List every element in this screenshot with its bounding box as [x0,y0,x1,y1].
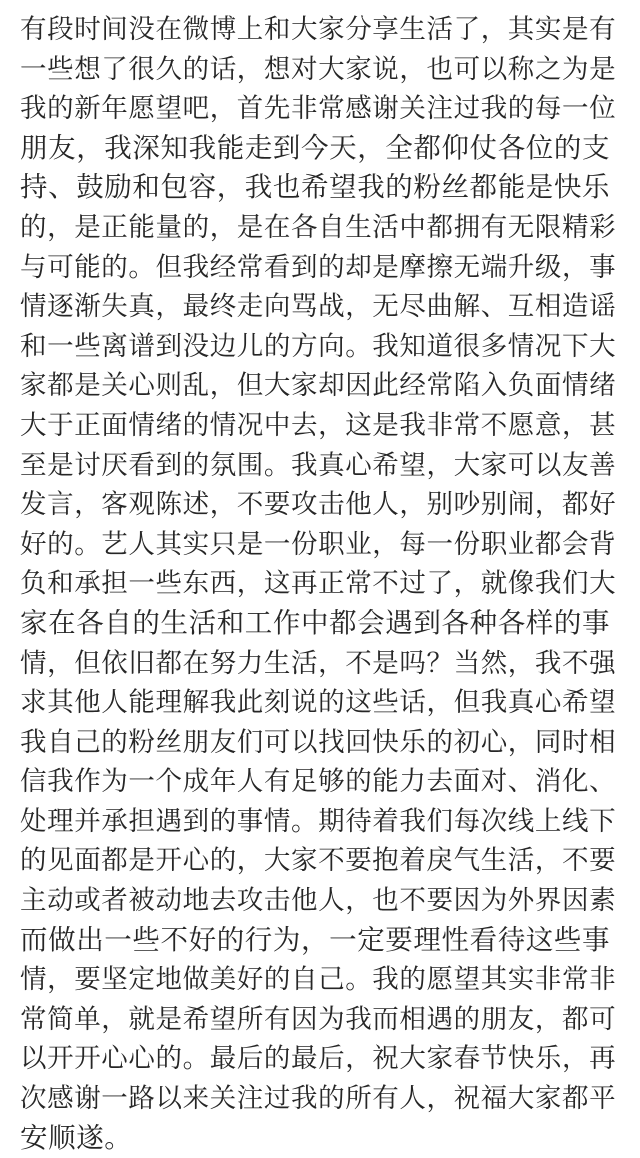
letter-line: 求其他人能理解我此刻说的这些话，但我真心希望 [20,687,617,719]
letter-line: 情，但依旧都在努力生活，不是吗？当然，我不强 [20,647,617,679]
letter-line: 负和承担一些东西，这再正常不过了，就像我们大 [20,568,617,600]
letter-line: 次感谢一路以来关注过我的所有人，祝福大家都平 [20,1083,617,1115]
letter-line: 一些想了很久的话，想对大家说，也可以称之为是 [20,53,617,85]
letter-line: 朋友，我深知我能走到今天，全都仰仗各位的支 [20,131,611,164]
letter-line: 处理并承担遇到的事情。期待着我们每次线上线下 [20,805,617,837]
letter-line: 家在各自的生活和工作中都会遇到各种各样的事 [20,606,611,639]
letter-line: 和一些离谱到没边儿的方向。我知道很多情况下大 [20,330,617,362]
letter-line: 信我作为一个成年人有足够的能力去面对、消化、 [20,766,617,798]
letter-line: 至是讨厌看到的氛围。我真心希望，大家可以友善 [20,449,617,481]
letter-line: 而做出一些不好的行为，一定要理性看待这些事 [20,923,611,956]
letter-line: 常简单，就是希望所有因为我而相遇的朋友，都可 [20,1003,617,1035]
letter-line: 的，是正能量的，是在各自生活中都拥有无限精彩 [20,211,617,243]
letter-line: 以开开心心的。最后的最后，祝大家春节快乐，再 [20,1043,617,1075]
letter-line: 发言，客观陈述，不要攻击他人，别吵别闹，都好 [20,489,617,521]
letter-line: 大于正面情绪的情况中去，这是我非常不愿意，甚 [20,409,617,441]
letter-line: 情，要坚定地做美好的自己。我的愿望其实非常非 [20,964,617,996]
letter-line: 与可能的。但我经常看到的却是摩擦无端升级，事 [20,251,617,283]
letter-line: 我自己的粉丝朋友们可以找回快乐的初心，同时相 [20,726,617,758]
letter-line: 持、鼓励和包容，我也希望我的粉丝都能是快乐 [20,171,611,204]
letter-line: 的见面都是开心的，大家不要抱着戾气生活，不要 [20,845,617,877]
letter-line: 主动或者被动地去攻击他人，也不要因为外界因素 [20,885,617,917]
letter-line: 我的新年愿望吧，首先非常感谢关注过我的每一位 [20,93,617,125]
letter-line: 好的。艺人其实只是一份职业，每一份职业都会背 [20,528,617,560]
letter-line: 安顺遂。 [20,1121,133,1154]
letter-line: 情逐渐失真，最终走向骂战，无尽曲解、互相造谣 [20,291,617,323]
letter-line: 家都是关心则乱，但大家却因此经常陷入负面情绪 [20,370,617,402]
letter-line: 有段时间没在微博上和大家分享生活了，其实是有 [20,14,617,45]
